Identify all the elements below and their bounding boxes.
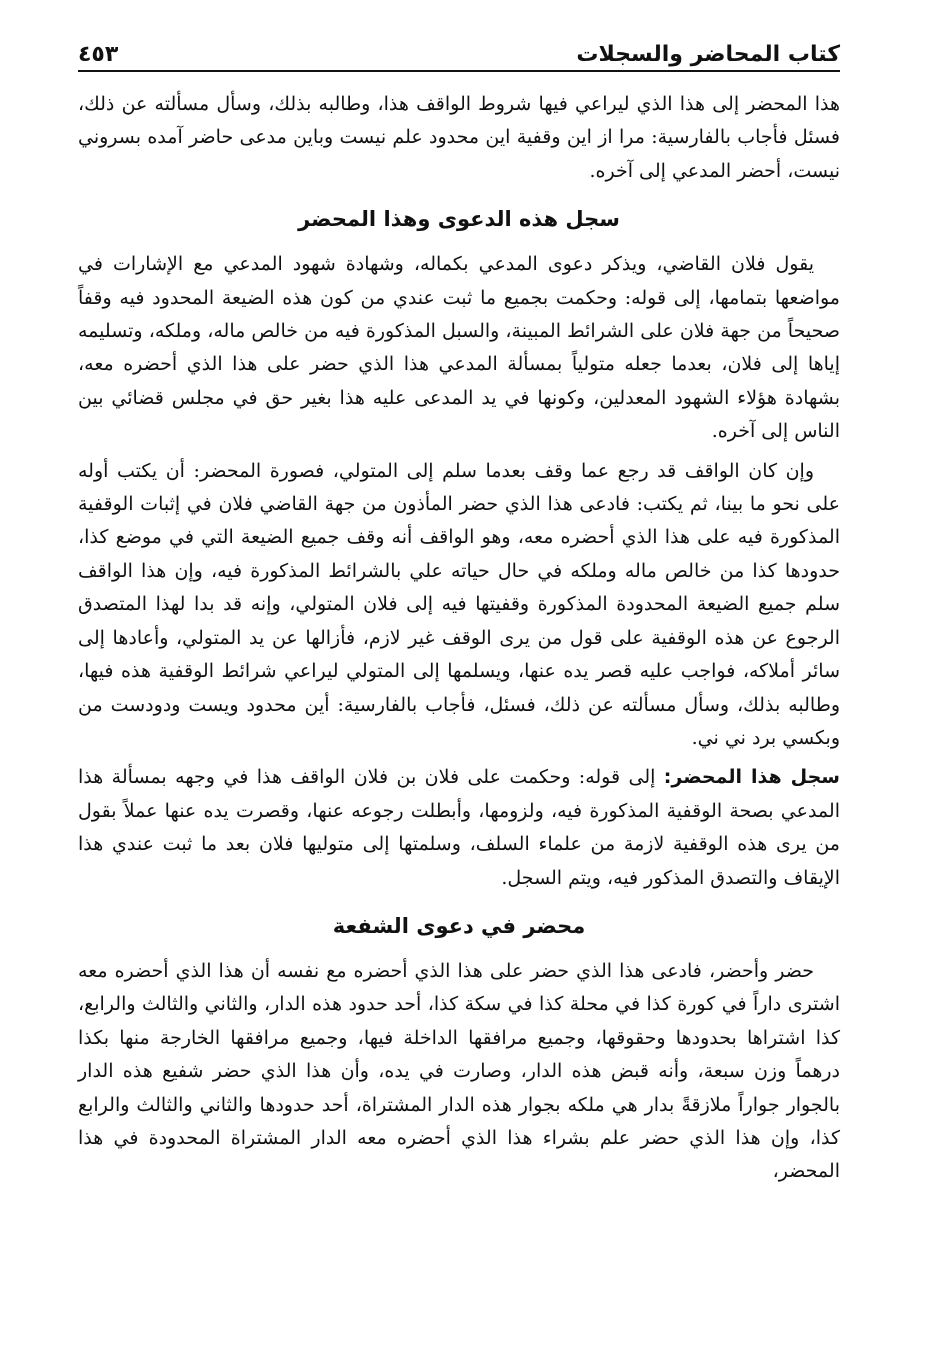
section-heading-record: سجل هذه الدعوى وهذا المحضر <box>298 207 620 232</box>
paragraph-record-text: يقول فلان القاضي، ويذكر دعوى المدعي بكماله، وشهادة شهود المدعي مع الإشارات في مواضعها بتمامها، إلى قوله: وحكمت بجميع ما ثبت عندي من كون هذه الضيعة المحدود فيه وقفاً صحيحاً من جهة فلان على الشرائط المبينة، والسبل المذكورة فيه من خالص ماله، وملكه، وتسليمه إياها إلى فلان، بعدما جعله متولياً بمسألة المدعي هذا الذي حضر على هذا الذي أحضره معه، بشهادة هؤلاء الشهود المعدلين، وكونها في يد المدعى عليه هذا بغير حق في مجلس قضائي بين الناس إلى آخره. <box>78 253 840 443</box>
running-header-title: كتاب المحاضر والسجلات <box>576 42 840 67</box>
paragraph-revocation-case: وإن كان الواقف قد رجع عما وقف بعدما سلم إلى المتولي، فصورة المحضر: أن يكتب أوله على نحو ما بينا، ثم يكتب: فادعى هذا الذي حضر المأذون من جهة القاضي فلان في إثبات الوقفية المذكورة فيه على هذا الذي أحضره معه، وهو الواقف أنه وقف جميع الضيعة التي في موضع كذا، حدودها كذا من خالص ماله وملكه في حال حياته علي بالشرائط المذكورة فيه، وإن هذا الواقف سلم جميع الضيعة المحدودة المذكورة وقفيتها فيه إلى فلان المتولي، وإنه قد بدا لهذا المتصدق الرجوع عن هذه الوقفية على قول من يرى الوقف غير لازم، فأزالها عن يد المتولي، وأعادها إلى سائر أملاكه، فواجب عليه قصر يده عنها، ويسلمها إلى المتولي ليراعي شرائط الوقفية هذه فيها، وطالبه بذلك، وسأل مسألته عن ذلك، فسئل، فأجاب بالفارسية: أين محدود ويست ودودست من وبكسي برد ني ني. <box>78 459 840 749</box>
paragraph-continuation: هذا المحضر إلى هذا الذي ليراعي فيها شروط الواقف هذا، وطالبه بذلك، وسأل مسألته عن ذلك، فسئل فأجاب بالفارسية: مرا از اين وقفية اين محدود علم نيست وباين مدعى حاضر آمده بسروني نيست، أحضر المدعي إلى آخره. <box>78 93 840 182</box>
section-heading-preemption: محضر في دعوى الشفعة <box>332 913 586 938</box>
paragraph-preemption-claim: حضر وأحضر، فادعى هذا الذي حضر على هذا الذي أحضره مع نفسه أن هذا الذي أحضره معه اشترى داراً في كورة كذا في محلة كذا في سكة كذا، أحد حدود هذه الدار، والثاني والثالث والرابع، كذا اشتراها بحدودها وحقوقها، وجميع مرافقها الداخلة فيها، وجميع مرافقها الخارجة منها بكذا درهماً وزن سبعة، وأنه قبض هذه الدار، وصارت في يده، وأن هذا الذي حضر شفيع هذه الدار بالجوار جواراً ملازقةً بدار هي ملكه بجوار هذه الدار المشتراة، أحد حدودها والثاني والثالث والرابع كذا، وإن هذا الذي حضر علم بشراء هذا الذي أحضره معه الدار المشتراة المحدودة في هذا المحضر، <box>78 959 840 1183</box>
book-page <box>78 22 840 1189</box>
page-number: ٤٥٣ <box>78 42 119 67</box>
page-body <box>78 88 840 1189</box>
paragraph-record-of-minutes-text: إلى قوله: وحكمت على فلان بن فلان الواقف هذا في وجهه بمسألة هذا المدعي بصحة الوقفية المذكورة فيه، ولزومها، وأبطلت رجوعه عنها، وقصرت يده عنها عملاً بقول من يرى هذه الوقفية لازمة من علماء السلف، وسلمتها إلى متوليها فلان بعد ما ثبت عندي هذا الإيقاف والتصدق المذكور فيه، ويتم السجل. <box>78 766 840 889</box>
paragraph-lead-term: سجل هذا المحضر: <box>663 766 840 789</box>
running-header <box>78 22 840 72</box>
paragraph-record-of-minutes <box>78 761 840 895</box>
